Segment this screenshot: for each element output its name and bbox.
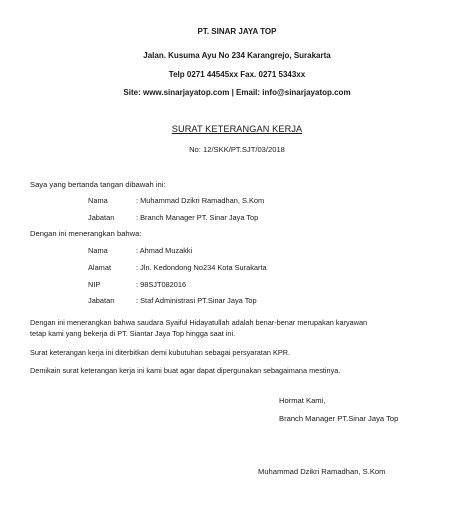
closing-text: Demikain surat keterangan kerja ini kami buat agar dapat dipergunakan sebagaimana mestinya. (30, 366, 341, 375)
company-address: Jalan. Kusuma Ayu No 234 Karangrejo, Surakarta (143, 51, 331, 60)
signer-position-label: Jabatan (88, 213, 115, 222)
company-phone: Telp 0271 44545xx Fax. 0271 5343xx (168, 70, 306, 79)
letter-number: No: 12/SKK/PT.SJT/03/2018 (189, 145, 285, 154)
body-line-1: Dengan ini menerangkan bahwa saudara Syaiful Hidayatullah adalah benar-benar merupakan karyawan (30, 318, 368, 327)
intro-text: Saya yang bertanda tangan dibawah ini: (30, 180, 166, 189)
regards-text: Hormat Kami, (279, 396, 326, 405)
employee-name-value: : Ahmad Muzakki (136, 246, 193, 255)
employee-address-value: : Jln. Kedondong No234 Kota Surakarta (136, 263, 267, 272)
signer-position-text: Branch Manager PT.Sinar Jaya Top (279, 414, 399, 423)
employee-position-label: Jabatan (88, 296, 115, 305)
employee-nip-value: : 98SJT082016 (136, 280, 187, 289)
company-web: Site: www.sinarjayatop.com | Email: info@sinarjayatop.com (123, 88, 351, 97)
signer-position-value: : Branch Manager PT. Sinar Jaya Top (136, 213, 259, 222)
employee-name-label: Nama (88, 246, 108, 255)
employee-address-label: Alamat (88, 263, 112, 272)
letter-title: SURAT KETERANGAN KERJA (171, 124, 303, 134)
employee-nip-label: NIP (88, 280, 101, 289)
signer-name-value: : Muhammad Dzikri Ramadhan, S.Kom (136, 196, 265, 205)
signer-name-text: Muhammad Dzikri Ramadhan, S.Kom (258, 467, 386, 476)
signer-name-label: Nama (88, 196, 108, 205)
purpose-text: Surat keterangan kerja ini diterbitkan demi kubutuhan sebagai persyaratan KPR. (30, 348, 291, 357)
company-name: PT. SINAR JAYA TOP (197, 27, 277, 36)
employee-position-value: : Staf Administrasi PT.Sinar Jaya Top (136, 296, 257, 305)
body-line-2: tetap kami yang bekerja di PT. Siantar Jaya Top hingga saat ini. (30, 329, 236, 338)
stating-text: Dengan ini menerangkan bahwa: (30, 229, 142, 238)
